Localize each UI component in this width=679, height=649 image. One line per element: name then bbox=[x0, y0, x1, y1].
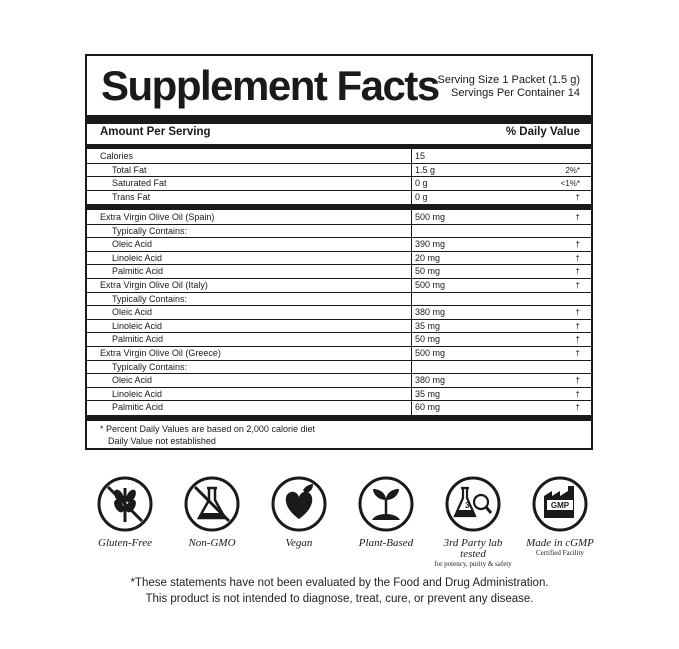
row-daily-value: † bbox=[575, 389, 580, 399]
row-daily-value: † bbox=[575, 376, 580, 386]
badge-third-party-tested bbox=[430, 474, 516, 568]
facts-row bbox=[87, 191, 591, 205]
disclaimer-line-1: *These statements have not been evaluated by the Food and Drug Administration. bbox=[130, 577, 549, 589]
row-amount: 500 mg bbox=[415, 347, 446, 358]
row-name: Trans Fat bbox=[112, 191, 151, 202]
row-amount: 500 mg bbox=[415, 212, 446, 222]
lab-magnifier-icon bbox=[443, 474, 503, 534]
supplement-facts-panel bbox=[85, 54, 593, 450]
facts-row bbox=[87, 225, 591, 239]
badge-label: Made in cGMP bbox=[526, 537, 594, 549]
serving-info bbox=[438, 74, 580, 100]
row-amount: 35 mg bbox=[415, 388, 441, 399]
divider-thick bbox=[87, 415, 591, 421]
facts-row bbox=[87, 361, 591, 375]
row-name: Extra Virgin Olive Oil (Spain) bbox=[100, 212, 215, 222]
badge-label: 3rd Party lab tested bbox=[443, 537, 503, 560]
row-daily-value: † bbox=[575, 240, 580, 250]
panel-title: Supplement Facts bbox=[101, 62, 439, 109]
row-name: Typically Contains: bbox=[112, 225, 188, 236]
facts-row bbox=[87, 293, 591, 307]
facts-row bbox=[87, 252, 591, 266]
row-amount: 0 g bbox=[415, 191, 428, 202]
badge-label: Plant-Based bbox=[358, 537, 414, 549]
row-amount: 380 mg bbox=[415, 375, 446, 386]
facts-row bbox=[87, 374, 591, 388]
wheat-crossed-icon bbox=[95, 474, 155, 534]
row-daily-value: 2%* bbox=[565, 165, 580, 175]
badge-vegan bbox=[256, 474, 342, 549]
heart-leaf-icon bbox=[269, 474, 329, 534]
svg-text:3: 3 bbox=[465, 501, 470, 510]
facts-row bbox=[87, 388, 591, 402]
row-amount: 500 mg bbox=[415, 279, 446, 290]
badge-sublabel: for potency, purity & safety bbox=[434, 560, 512, 568]
column-header bbox=[100, 126, 580, 138]
flask-crossed-icon bbox=[182, 474, 242, 534]
row-name: Typically Contains: bbox=[112, 361, 188, 372]
facts-row bbox=[87, 347, 591, 361]
divider-thick bbox=[87, 204, 591, 210]
footnote-daily-values: * Percent Daily Values are based on 2,000 calorie diet bbox=[100, 424, 315, 434]
row-amount: 0 g bbox=[415, 178, 428, 189]
row-daily-value: † bbox=[575, 348, 580, 358]
footnote-not-established: Daily Value not established bbox=[108, 436, 216, 446]
row-name: Total Fat bbox=[112, 164, 147, 175]
row-daily-value: † bbox=[575, 213, 580, 222]
row-daily-value: <1%* bbox=[560, 179, 580, 189]
row-daily-value: † bbox=[575, 280, 580, 290]
row-name: Oleic Acid bbox=[112, 307, 153, 318]
servings-per-container: Servings Per Container 14 bbox=[450, 87, 580, 99]
row-name: Extra Virgin Olive Oil (Italy) bbox=[100, 279, 208, 290]
badge-non-gmo bbox=[169, 474, 255, 549]
facts-row bbox=[87, 320, 591, 334]
facts-row bbox=[87, 265, 591, 279]
row-daily-value: † bbox=[575, 321, 580, 331]
fda-disclaimer bbox=[0, 575, 679, 607]
row-amount: 1.5 g bbox=[415, 164, 436, 175]
ingredient-rows bbox=[87, 211, 591, 415]
row-amount: 60 mg bbox=[415, 402, 441, 413]
row-daily-value: † bbox=[575, 403, 580, 413]
facts-row bbox=[87, 306, 591, 320]
row-amount: 15 bbox=[415, 151, 426, 161]
badge-label: Non-GMO bbox=[188, 537, 236, 549]
certification-badges bbox=[82, 474, 598, 568]
row-daily-value: † bbox=[575, 335, 580, 345]
row-name: Palmitic Acid bbox=[112, 402, 164, 413]
row-name: Linoleic Acid bbox=[112, 252, 163, 263]
row-name: Linoleic Acid bbox=[112, 320, 163, 331]
row-daily-value: † bbox=[575, 308, 580, 318]
daily-value-header: % Daily Value bbox=[505, 126, 580, 138]
footnotes bbox=[100, 423, 315, 447]
sprout-icon bbox=[356, 474, 416, 534]
row-name: Oleic Acid bbox=[112, 239, 153, 250]
row-name: Linoleic Acid bbox=[112, 388, 163, 399]
row-amount: 390 mg bbox=[415, 239, 446, 250]
row-name: Palmitic Acid bbox=[112, 266, 164, 277]
divider-medium bbox=[87, 144, 591, 149]
row-daily-value: † bbox=[575, 192, 580, 202]
badge-gluten-free bbox=[82, 474, 168, 549]
row-amount: 20 mg bbox=[415, 252, 441, 263]
row-name: Calories bbox=[100, 151, 134, 161]
row-amount: 380 mg bbox=[415, 307, 446, 318]
serving-size: Serving Size 1 Packet (1.5 g) bbox=[437, 74, 580, 86]
svg-text:GMP: GMP bbox=[550, 501, 570, 510]
badge-plant-based bbox=[343, 474, 429, 549]
row-name: Palmitic Acid bbox=[112, 334, 164, 345]
facts-row bbox=[87, 238, 591, 252]
nutrition-rows bbox=[87, 150, 591, 204]
row-daily-value: † bbox=[575, 253, 580, 263]
badge-cgmp bbox=[517, 474, 603, 557]
row-amount: 35 mg bbox=[415, 320, 441, 331]
row-name: Oleic Acid bbox=[112, 375, 153, 386]
facts-row bbox=[87, 333, 591, 347]
facts-row bbox=[87, 150, 591, 164]
badge-sublabel: Certified Facility bbox=[535, 549, 584, 557]
row-name: Extra Virgin Olive Oil (Greece) bbox=[100, 347, 221, 358]
facts-row bbox=[87, 401, 591, 415]
facts-row bbox=[87, 177, 591, 191]
badge-label: Vegan bbox=[285, 537, 313, 549]
disclaimer-line-2: This product is not intended to diagnose, treat, cure, or prevent any disease. bbox=[145, 593, 534, 605]
facts-row bbox=[87, 164, 591, 178]
facts-row bbox=[87, 211, 591, 225]
divider-thick bbox=[87, 115, 591, 124]
row-name: Typically Contains: bbox=[112, 293, 188, 304]
amount-per-serving-header: Amount Per Serving bbox=[100, 126, 211, 138]
gmp-factory-icon bbox=[530, 474, 590, 534]
row-amount: 50 mg bbox=[415, 334, 441, 345]
row-daily-value: † bbox=[575, 267, 580, 277]
row-name: Saturated Fat bbox=[112, 178, 167, 189]
row-amount: 50 mg bbox=[415, 266, 441, 277]
facts-row bbox=[87, 279, 591, 293]
badge-label: Gluten-Free bbox=[98, 537, 152, 549]
